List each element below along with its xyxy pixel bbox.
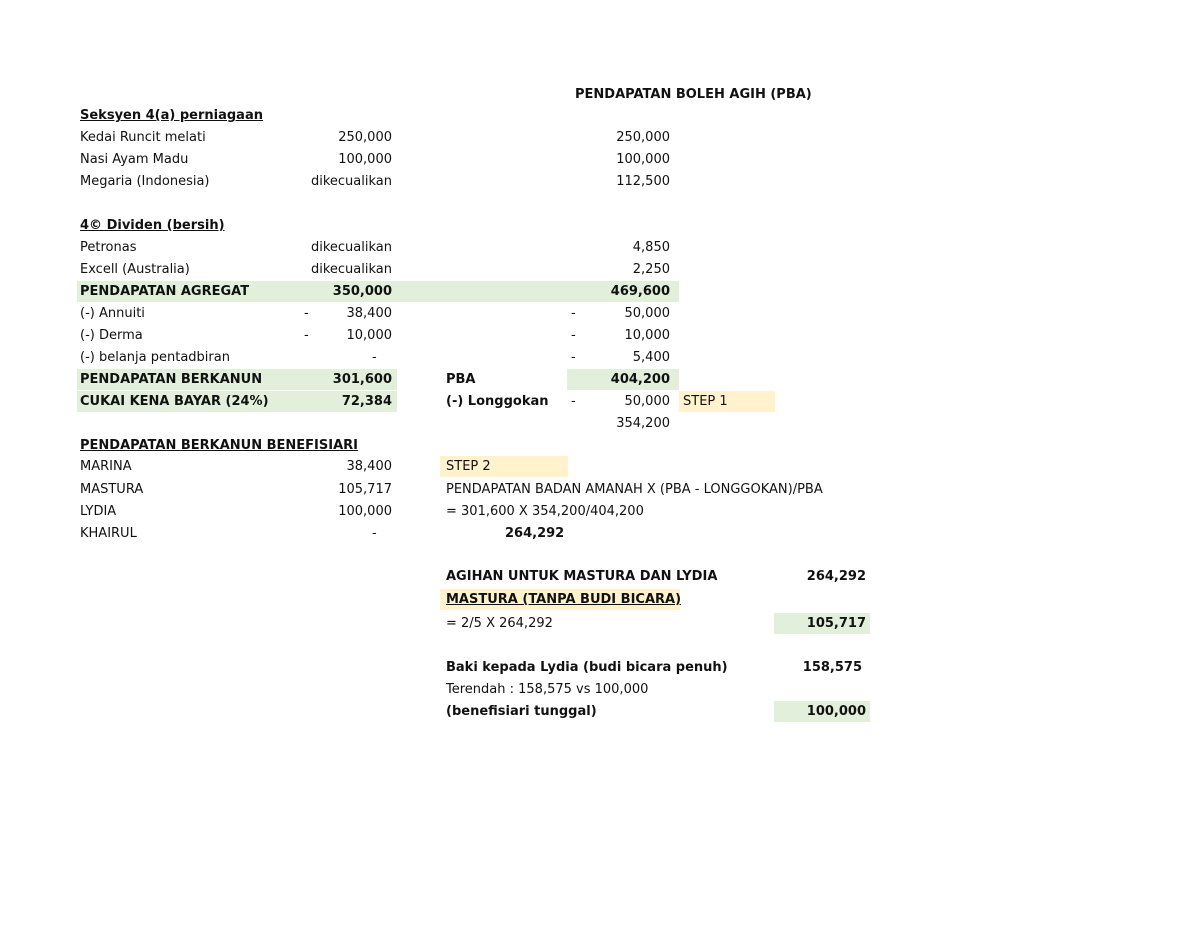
beneficiary-name: KHAIRUL bbox=[80, 526, 137, 541]
deduction-label: (-) Derma bbox=[80, 328, 143, 343]
section-c-row-col2: 2,250 bbox=[632, 262, 670, 277]
section-c-row-col2: 4,850 bbox=[632, 240, 670, 255]
mastura-value: 105,717 bbox=[806, 616, 866, 631]
deduction-col2: 10,000 bbox=[624, 328, 670, 343]
longgokan-label: (-) Longgokan bbox=[446, 394, 549, 409]
berkanun-col1: 301,600 bbox=[332, 372, 392, 387]
section-a-row-col1: dikecualikan bbox=[310, 174, 392, 189]
beneficiary-name: LYDIA bbox=[80, 504, 117, 519]
step1-label: STEP 1 bbox=[683, 394, 728, 409]
deduction-sign2: - bbox=[571, 350, 576, 365]
pba-label: PBA bbox=[446, 372, 476, 387]
terendah-text: Terendah : 158,575 vs 100,000 bbox=[446, 682, 649, 697]
longgokan-sign: - bbox=[571, 394, 576, 409]
mastura-heading: MASTURA (TANPA BUDI BICARA) bbox=[446, 592, 682, 607]
beneficiary-value-dash: - bbox=[372, 526, 377, 541]
pba-net-value: 354,200 bbox=[616, 416, 670, 431]
step2-formula: PENDAPATAN BADAN AMANAH X (PBA - LONGGOKAN)/PBA bbox=[446, 482, 823, 497]
mastura-calc: = 2/5 X 264,292 bbox=[446, 616, 553, 631]
berkanun-col2: 404,200 bbox=[610, 372, 670, 387]
deduction-sign2: - bbox=[571, 328, 576, 343]
pba-title: PENDAPATAN BOLEH AGIH (PBA) bbox=[575, 87, 812, 102]
step2-label: STEP 2 bbox=[446, 459, 491, 474]
agihan-label: AGIHAN UNTUK MASTURA DAN LYDIA bbox=[446, 569, 718, 584]
section-a-row-label: Megaria (Indonesia) bbox=[80, 174, 210, 189]
section-c-row-label: Petronas bbox=[80, 240, 137, 255]
step2-calc: = 301,600 X 354,200/404,200 bbox=[446, 504, 644, 519]
section-a-row-col2: 112,500 bbox=[616, 174, 670, 189]
section-a-row-col1: 250,000 bbox=[338, 130, 392, 145]
deduction-label: (-) Annuiti bbox=[80, 306, 145, 321]
deduction-col2: 5,400 bbox=[632, 350, 670, 365]
section-c-row-col1: dikecualikan bbox=[310, 262, 392, 277]
agregat-col1: 350,000 bbox=[332, 284, 392, 299]
section-c-row-col1: dikecualikan bbox=[310, 240, 392, 255]
tunggal-label: (benefisiari tunggal) bbox=[446, 704, 597, 719]
deduction-sign1: - bbox=[304, 328, 309, 343]
tunggal-value: 100,000 bbox=[806, 704, 866, 719]
deduction-sign2: - bbox=[571, 306, 576, 321]
section-c-row-label: Excell (Australia) bbox=[80, 262, 190, 277]
baki-label: Baki kepada Lydia (budi bicara penuh) bbox=[446, 660, 728, 675]
baki-value: 158,575 bbox=[802, 660, 862, 675]
deduction-col1: 38,400 bbox=[346, 306, 392, 321]
cukai-col1: 72,384 bbox=[341, 394, 392, 409]
section-a-row-col2: 100,000 bbox=[616, 152, 670, 167]
section-a-row-label: Nasi Ayam Madu bbox=[80, 152, 189, 167]
section-a-row-label: Kedai Runcit melati bbox=[80, 130, 206, 145]
step2-result: 264,292 bbox=[505, 526, 565, 541]
section-c-heading: 4© Dividen (bersih) bbox=[80, 218, 225, 233]
deduction-sign1: - bbox=[304, 306, 309, 321]
agihan-value: 264,292 bbox=[806, 569, 866, 584]
berkanun-label: PENDAPATAN BERKANUN bbox=[80, 372, 263, 387]
beneficiary-value: 105,717 bbox=[338, 482, 392, 497]
agregat-col2: 469,600 bbox=[610, 284, 670, 299]
beneficiaries-heading: PENDAPATAN BERKANUN BENEFISIARI bbox=[80, 438, 359, 453]
section-a-row-col1: 100,000 bbox=[338, 152, 392, 167]
deduction-col1-dash: - bbox=[372, 350, 377, 365]
section-a-heading: Seksyen 4(a) perniagaan bbox=[80, 108, 263, 123]
beneficiary-name: MASTURA bbox=[80, 482, 144, 497]
section-a-row-col2: 250,000 bbox=[616, 130, 670, 145]
deduction-col2: 50,000 bbox=[624, 306, 670, 321]
deduction-label: (-) belanja pentadbiran bbox=[80, 350, 230, 365]
beneficiary-value: 100,000 bbox=[338, 504, 392, 519]
agregat-label: PENDAPATAN AGREGAT bbox=[80, 284, 250, 299]
deduction-col1: 10,000 bbox=[346, 328, 392, 343]
beneficiary-value: 38,400 bbox=[346, 459, 392, 474]
cukai-label: CUKAI KENA BAYAR (24%) bbox=[80, 394, 269, 409]
beneficiary-name: MARINA bbox=[80, 459, 132, 474]
longgokan-value: 50,000 bbox=[624, 394, 670, 409]
